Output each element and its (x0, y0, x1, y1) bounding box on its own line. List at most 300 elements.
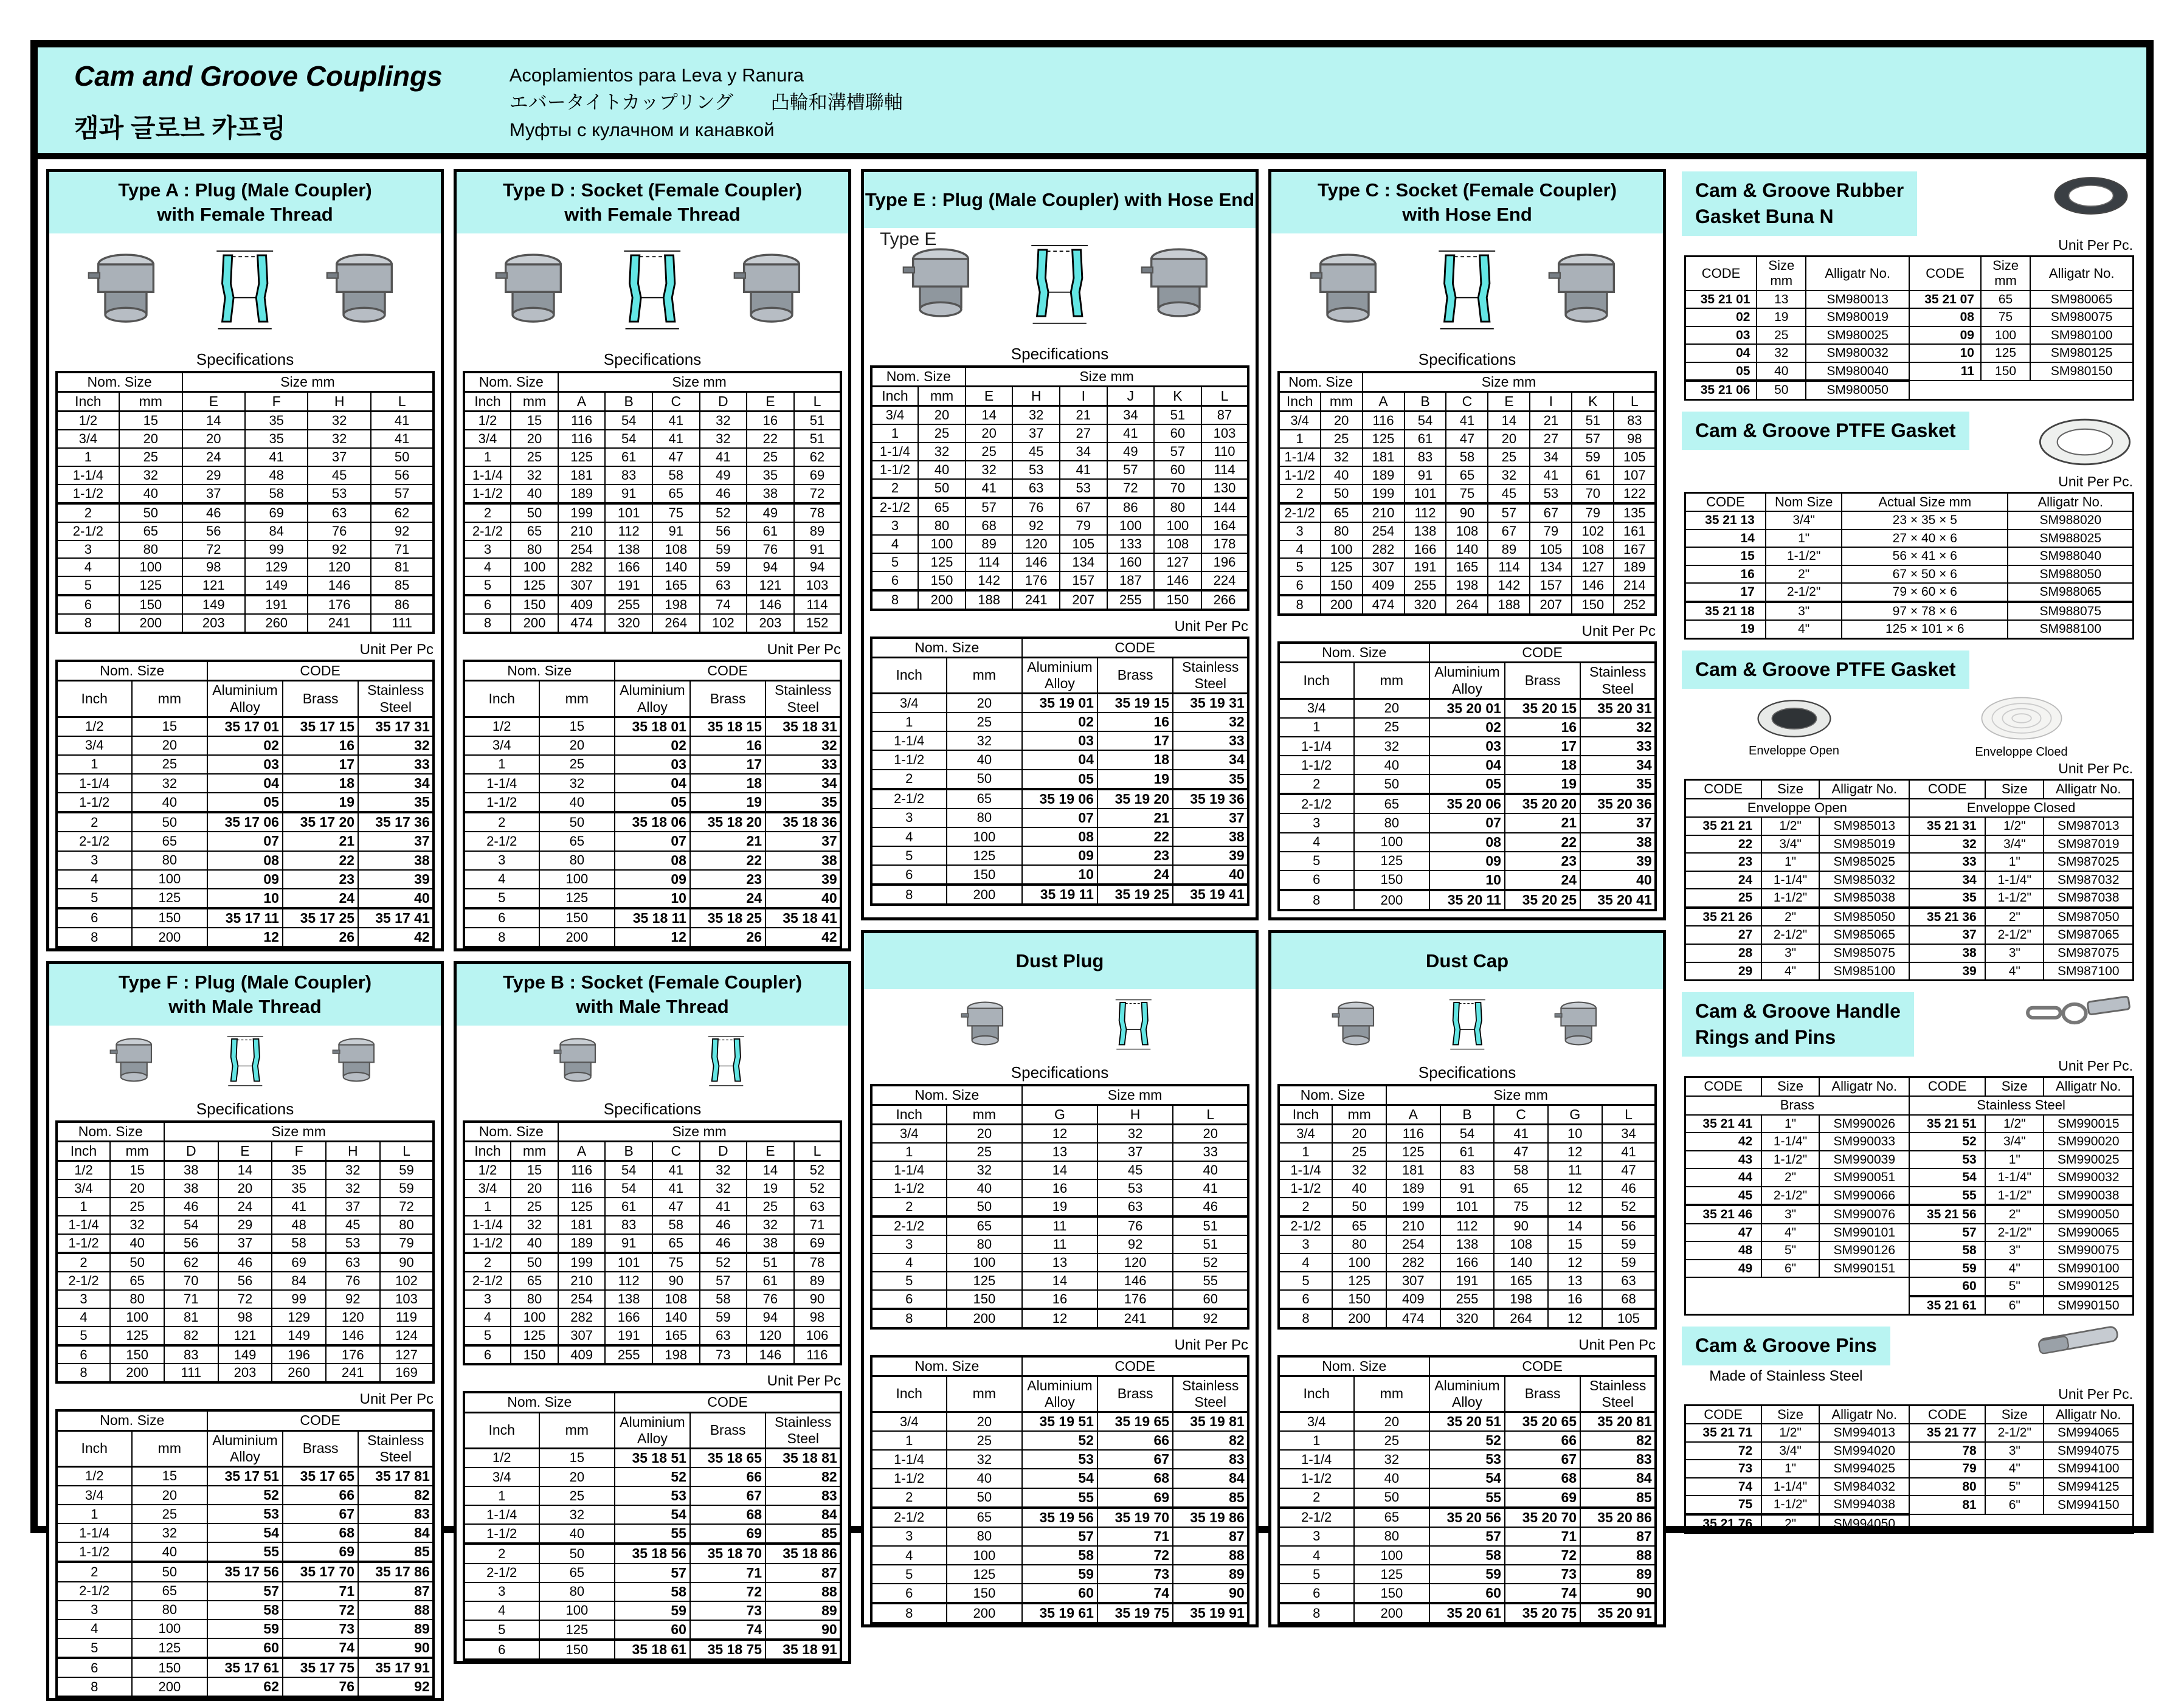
side-column (1676, 169, 2138, 1545)
table-row (57, 1466, 434, 1486)
ptfe-cell: 17 (1685, 583, 1766, 602)
code-cell: 89 (358, 1620, 434, 1638)
spec-cell: 99 (245, 540, 308, 559)
material-header: Brass (1097, 657, 1173, 693)
table-row (1279, 466, 1656, 485)
spec-cell: 55 (1173, 1272, 1248, 1290)
spec-cell: 20 (511, 1179, 558, 1198)
title-english: Cam and Groove Couplings (74, 60, 443, 92)
right-cell: 1-1/4" (1985, 1168, 2044, 1187)
size-mm-cell: 150 (1354, 1584, 1429, 1603)
mm-header: mm (947, 1105, 1022, 1125)
spec-cell: 8 (871, 1309, 947, 1328)
side-column-header: Alligatr No. (1819, 780, 1909, 799)
code-cell: 22 (283, 851, 358, 870)
code-cell: 19 (283, 793, 358, 812)
spec-cell: 176 (326, 1345, 380, 1364)
spec-cell: 35 (272, 1179, 326, 1198)
size-mm-cell: 32 (132, 774, 207, 793)
size-inch-cell: 3/4 (57, 1486, 132, 1505)
spec-cell: 176 (1097, 1290, 1173, 1309)
panel-figures (1271, 989, 1663, 1061)
table-row (871, 443, 1249, 461)
spec-cell: 37 (326, 1198, 380, 1216)
size-mm-cell: 40 (947, 1469, 1022, 1488)
spec-cell: 282 (558, 1308, 606, 1327)
spec-cell: 146 (326, 1327, 380, 1345)
code-cell: 35 20 20 (1505, 794, 1580, 813)
code-cell: 05 (615, 793, 690, 812)
size-mm-cell: 125 (132, 889, 207, 908)
spec-cell: 3 (464, 1290, 511, 1308)
material-header: Aluminium Alloy (1022, 1376, 1097, 1412)
left-cell: 4" (1761, 1224, 1820, 1242)
left-cell: SM985038 (1819, 889, 1909, 908)
left-cell: SM985013 (1819, 817, 1909, 835)
spec-cell: 32 (1332, 1161, 1386, 1179)
code-cell: 09 (207, 870, 283, 889)
table-row (464, 755, 841, 774)
spec-cell: 59 (380, 1179, 434, 1198)
code-subheader-row (871, 657, 1249, 693)
material-header: Brass (1505, 663, 1580, 699)
code-cell: 83 (765, 1486, 841, 1505)
spec-cell: 199 (558, 503, 606, 522)
table-row (871, 1469, 1249, 1488)
spec-cell: 2-1/2 (57, 522, 119, 540)
inch-header: Inch (57, 1430, 132, 1466)
size-inch-cell: 5 (57, 1638, 132, 1658)
spec-cell: 67 (1060, 498, 1107, 517)
code-cell: 21 (690, 832, 765, 850)
right-cell: SM980150 (2030, 362, 2134, 381)
size-inch-cell: 8 (57, 1677, 132, 1697)
table-row (871, 1235, 1249, 1254)
product-photo (1330, 992, 1382, 1058)
material-header: Stainless Steel (765, 681, 841, 717)
code-subheader-row (57, 1430, 434, 1466)
envelope-closed-caption: Enveloppe Cloed (1975, 745, 2068, 759)
table-row (57, 1198, 434, 1216)
code-cell: 10 (207, 889, 283, 908)
spec-cell: 150 (511, 1345, 558, 1365)
spec-cell: 81 (164, 1308, 218, 1327)
spec-cell: 32 (700, 430, 747, 448)
code-cell: 35 18 36 (765, 812, 841, 832)
table-row (464, 1448, 841, 1468)
spec-cell: 196 (272, 1345, 326, 1364)
code-cell: 24 (1505, 871, 1580, 890)
spec-cell: 20 (1173, 1125, 1248, 1143)
size-inch-cell: 4 (464, 870, 539, 889)
left-cell: 35 21 71 (1685, 1424, 1761, 1442)
size-inch-cell: 5 (464, 889, 539, 908)
spec-cell: 46 (182, 503, 245, 522)
spec-cell: 127 (1154, 553, 1201, 571)
spec-cell: 5 (464, 1327, 511, 1345)
spec-cell: 63 (326, 1253, 380, 1272)
spec-cell: 107 (1614, 466, 1656, 485)
inch-header: Inch (1279, 1376, 1354, 1412)
table-row (57, 1345, 434, 1364)
code-cell: 57 (207, 1582, 283, 1601)
spec-cell: 203 (218, 1364, 272, 1382)
left-cell: 75 (1685, 1496, 1761, 1514)
spec-cell: 1-1/2 (1279, 466, 1321, 485)
spec-cell: 94 (747, 1308, 794, 1327)
nom-size-header: Nom. Size (464, 372, 558, 392)
spec-cell: 142 (1488, 576, 1530, 595)
table-row (57, 908, 434, 928)
code-cell: 35 20 81 (1580, 1412, 1656, 1432)
spec-cell: 3 (57, 1290, 111, 1308)
spec-cell: 61 (605, 448, 652, 466)
table-row (464, 1234, 841, 1253)
code-cell: 68 (690, 1505, 765, 1524)
table-row (57, 1523, 434, 1542)
spec-cell: 41 (1494, 1125, 1548, 1143)
side-column-header: CODE (1909, 257, 1981, 291)
size-inch-cell: 1-1/4 (57, 1523, 132, 1542)
size-inch-cell: 3 (464, 851, 539, 870)
spec-cell: 90 (794, 1290, 841, 1308)
table-row (1685, 1442, 2134, 1460)
table-row (464, 870, 841, 889)
product-photo (1138, 233, 1220, 337)
left-cell: 3/4" (1761, 1442, 1820, 1460)
code-cell: 58 (615, 1582, 690, 1601)
spec-cell: 255 (1107, 590, 1155, 610)
inch-header: Inch (464, 1412, 539, 1448)
table-row (57, 928, 434, 947)
spec-cell: 125 (947, 1272, 1022, 1290)
spec-cell: 61 (1405, 430, 1446, 448)
spec-cell: 25 (1321, 430, 1363, 448)
spec-cell: 125 (511, 1327, 558, 1345)
size-inch-cell: 2 (1279, 1488, 1354, 1508)
spec-cell: 4 (57, 558, 119, 576)
code-cell: 35 20 91 (1580, 1603, 1656, 1623)
left-cell: 5" (1761, 1241, 1820, 1260)
code-cell: 35 17 06 (207, 812, 283, 832)
spec-cell: 125 (511, 576, 558, 595)
table-row (1279, 890, 1656, 910)
right-cell: SM994125 (2044, 1478, 2134, 1496)
table-row (1279, 794, 1656, 813)
code-cell: 24 (1097, 865, 1173, 885)
spec-cell: 166 (605, 1308, 652, 1327)
left-cell: 35 21 06 (1685, 381, 1757, 399)
table-row (871, 1584, 1249, 1603)
size-mm-cell: 80 (132, 1601, 207, 1620)
ptfe-cell: 3/4" (1766, 511, 1842, 530)
spec-cell: 45 (308, 466, 370, 485)
ptfe-cell: 3" (1766, 602, 1842, 621)
side-column-header: CODE (1909, 1405, 1985, 1424)
spec-cell: 50 (1321, 485, 1363, 503)
side-subheader-row (1685, 1096, 2134, 1115)
table-row (57, 851, 434, 870)
spec-cell: 307 (1363, 558, 1405, 576)
spec-cell: 38 (164, 1161, 218, 1179)
right-cell: SM980125 (2030, 344, 2134, 362)
table-row (1279, 1431, 1656, 1450)
product-photo (551, 1029, 604, 1094)
code-cell: 04 (615, 774, 690, 793)
spec-cell: 32 (918, 443, 966, 461)
spec-cell: 125 (119, 576, 182, 595)
code-cell: 35 18 01 (615, 717, 690, 736)
code-cell: 90 (358, 1638, 434, 1658)
code-cell: 22 (1505, 833, 1580, 852)
unit-per-pc-label: Unit Per Pc. (2058, 473, 2133, 489)
left-cell: 35 21 01 (1685, 291, 1757, 309)
product-photo (85, 239, 167, 342)
product-photo (492, 239, 575, 342)
right-cell (1985, 1514, 2044, 1533)
spec-cell: 264 (1494, 1309, 1548, 1328)
product-photo (1545, 239, 1628, 342)
size-inch-cell: 5 (57, 889, 132, 908)
right-cell: 3/4" (1985, 1133, 2044, 1151)
spec-cell: 59 (380, 1161, 434, 1179)
spec-cell: 105 (1602, 1309, 1656, 1328)
size-inch-cell: 3 (57, 1601, 132, 1620)
code-cell: 84 (1173, 1469, 1248, 1488)
size-mm-cell: 25 (132, 755, 207, 774)
left-cell: 74 (1685, 1478, 1761, 1496)
size-inch-cell: 2-1/2 (871, 789, 947, 809)
table-row (57, 448, 434, 466)
code-cell: 26 (690, 928, 765, 947)
table-row (1685, 1187, 2134, 1206)
spec-cell: 53 (1530, 485, 1572, 503)
code-cell: 35 19 36 (1173, 789, 1248, 809)
spec-cell: 8 (57, 614, 119, 633)
spec-cell: 103 (380, 1290, 434, 1308)
material-header: Aluminium Alloy (1429, 663, 1505, 699)
table-row (464, 1468, 841, 1486)
spec-cell: 51 (794, 411, 841, 429)
code-cell: 23 (1097, 846, 1173, 865)
table-row (871, 827, 1249, 846)
table-row (1685, 511, 2134, 530)
spec-subheader-row (871, 1105, 1249, 1125)
spec-cell: 40 (918, 461, 966, 479)
right-cell (1981, 381, 2030, 399)
code-cell: 34 (1173, 750, 1248, 769)
code-cell: 35 20 31 (1580, 699, 1656, 718)
spec-cell: 32 (1097, 1125, 1173, 1143)
spec-cell: 46 (164, 1198, 218, 1216)
spec-header-row (57, 372, 434, 392)
right-cell: 4" (1985, 962, 2044, 981)
ptfe-cell: 125 × 101 × 6 (1842, 620, 2008, 638)
dim-column-header: C (1494, 1105, 1548, 1125)
table-row (57, 1364, 434, 1382)
panel-type-b (454, 961, 851, 1664)
spec-cell: 57 (700, 1272, 747, 1290)
code-cell: 53 (615, 1486, 690, 1505)
size-mm-cell: 20 (1354, 699, 1429, 718)
table-row (1279, 558, 1656, 576)
spec-cell: 100 (511, 558, 558, 576)
spec-cell: 1-1/2 (57, 1234, 111, 1253)
left-cell: 27 (1685, 926, 1761, 944)
spec-cell: 140 (652, 1308, 700, 1327)
spec-cell: 100 (918, 535, 966, 553)
right-cell: SM987038 (2044, 889, 2134, 908)
left-cell: 3/4" (1761, 835, 1820, 854)
size-mm-header: Size mm (558, 1122, 841, 1142)
size-mm-cell: 125 (947, 1565, 1022, 1584)
code-cell: 35 20 70 (1505, 1508, 1580, 1527)
right-cell: 6" (1985, 1296, 2044, 1315)
size-inch-cell: 3 (1279, 1527, 1354, 1546)
table-row (1279, 1272, 1656, 1290)
spec-cell: 146 (1154, 571, 1201, 590)
size-inch-cell: 3 (57, 851, 132, 870)
right-cell: 2" (1985, 1205, 2044, 1224)
spec-cell: 46 (1173, 1198, 1248, 1216)
right-cell: 1/2" (1985, 1115, 2044, 1133)
unit-per-pc-label: Unit Per Pc (1581, 623, 1656, 640)
spec-cell: 198 (652, 595, 700, 614)
size-inch-cell: 6 (871, 1584, 947, 1603)
spec-cell: 198 (1446, 576, 1488, 595)
spec-cell: 69 (272, 1253, 326, 1272)
table-row (871, 535, 1249, 553)
table-row (57, 1638, 434, 1658)
spec-cell: 54 (605, 1179, 652, 1198)
spec-cell: 189 (1363, 466, 1405, 485)
spec-cell: 34 (1602, 1125, 1656, 1143)
right-cell: SM990020 (2044, 1133, 2134, 1151)
side-column-header: Nom Size (1766, 492, 1842, 511)
section-ptfe-gasket (1682, 412, 2137, 640)
spec-cell: 82 (164, 1327, 218, 1345)
spec-cell: 254 (558, 540, 606, 559)
spec-cell: 165 (652, 576, 700, 595)
code-cell: 55 (1429, 1488, 1505, 1508)
spec-cell: 72 (1107, 479, 1155, 498)
spec-cell: 150 (1154, 590, 1201, 610)
spec-cell: 54 (605, 1161, 652, 1179)
spec-cell: 65 (652, 1234, 700, 1253)
code-cell: 35 20 65 (1505, 1412, 1580, 1432)
size-inch-cell: 2 (871, 1488, 947, 1508)
spec-cell: 41 (700, 448, 747, 466)
table-row (1279, 595, 1656, 615)
table-row (1279, 1469, 1656, 1488)
unit-per-pc-label: Unit Per Pc. (2058, 1058, 2133, 1074)
side-column-header: CODE (1685, 257, 1757, 291)
right-cell: 3" (1985, 1241, 2044, 1260)
panel-type-a (46, 169, 444, 951)
spec-cell: 2 (871, 479, 919, 498)
spec-cell: 189 (1386, 1179, 1440, 1198)
size-mm-cell: 65 (132, 1582, 207, 1601)
size-inch-cell: 3 (871, 809, 947, 827)
table-row (871, 553, 1249, 571)
spec-cell: 32 (308, 411, 370, 429)
spec-subheader-row (1279, 1105, 1656, 1125)
code-cell: 55 (615, 1524, 690, 1544)
spec-cell: 58 (272, 1234, 326, 1253)
spec-cell: 41 (652, 411, 700, 429)
code-cell: 89 (765, 1601, 841, 1620)
spec-cell: 157 (1530, 576, 1572, 595)
spec-cell: 2 (1279, 1198, 1333, 1216)
spec-cell: 164 (1201, 517, 1249, 535)
code-cell: 35 19 91 (1173, 1603, 1248, 1623)
subtitle-russian: Муфты с кулачном и канавкой (509, 119, 775, 140)
ptfe-cell: 27 × 40 × 6 (1842, 530, 2008, 548)
spec-cell: 25 (119, 448, 182, 466)
dim-column-header: L (1173, 1105, 1248, 1125)
size-mm-cell: 20 (539, 736, 615, 755)
spec-cell: 60 (1154, 424, 1201, 443)
code-cell: 73 (283, 1620, 358, 1638)
panel-title-line1: Type F : Plug (Male Coupler) (118, 971, 372, 993)
spec-cell: 40 (511, 485, 558, 503)
nom-size-header: Nom. Size (1279, 643, 1429, 663)
envelope-open-caption: Enveloppe Open (1748, 744, 1839, 757)
spec-cell: 5 (57, 1327, 111, 1345)
spec-cell: 37 (1012, 424, 1060, 443)
spec-cell: 45 (1012, 443, 1060, 461)
table-row (464, 1486, 841, 1505)
dim-column-header: H (308, 392, 370, 411)
table-row (871, 1565, 1249, 1584)
spec-cell: 91 (652, 522, 700, 540)
spec-cell: 4 (464, 1308, 511, 1327)
size-mm-cell: 150 (947, 865, 1022, 885)
spec-cell: 25 (918, 424, 966, 443)
spec-cell: 15 (110, 1161, 164, 1179)
table-row (57, 870, 434, 889)
spec-cell: 2 (464, 1253, 511, 1272)
table-row (871, 1254, 1249, 1272)
code-cell: 35 20 36 (1580, 794, 1656, 813)
table-row (1279, 1584, 1656, 1603)
table-row (871, 1431, 1249, 1450)
code-cell: 35 17 15 (283, 717, 358, 736)
spec-cell: 50 (371, 448, 434, 466)
spec-cell: 169 (380, 1364, 434, 1382)
spec-cell: 22 (747, 430, 794, 448)
code-cell: 55 (1022, 1488, 1097, 1508)
table-row (57, 1216, 434, 1234)
table-row (1685, 1478, 2134, 1496)
left-cell: 1-1/4" (1761, 871, 1820, 889)
spec-header-row (871, 367, 1249, 387)
spec-cell: 116 (558, 1179, 606, 1198)
size-mm-cell: 32 (1354, 1450, 1429, 1469)
code-cell: 09 (1022, 846, 1097, 865)
code-cell: 05 (1429, 775, 1505, 794)
mm-header: mm (119, 392, 182, 411)
spec-cell: 138 (1440, 1235, 1495, 1254)
spec-cell: 54 (605, 411, 652, 429)
spec-cell: 56 (371, 466, 434, 485)
size-mm-cell: 50 (1354, 775, 1429, 794)
size-mm-header: Size mm (558, 372, 841, 392)
left-cell: SM980032 (1806, 344, 1909, 362)
spec-cell: 63 (700, 576, 747, 595)
spec-cell: 189 (558, 485, 606, 503)
spec-cell: 75 (1494, 1198, 1548, 1216)
